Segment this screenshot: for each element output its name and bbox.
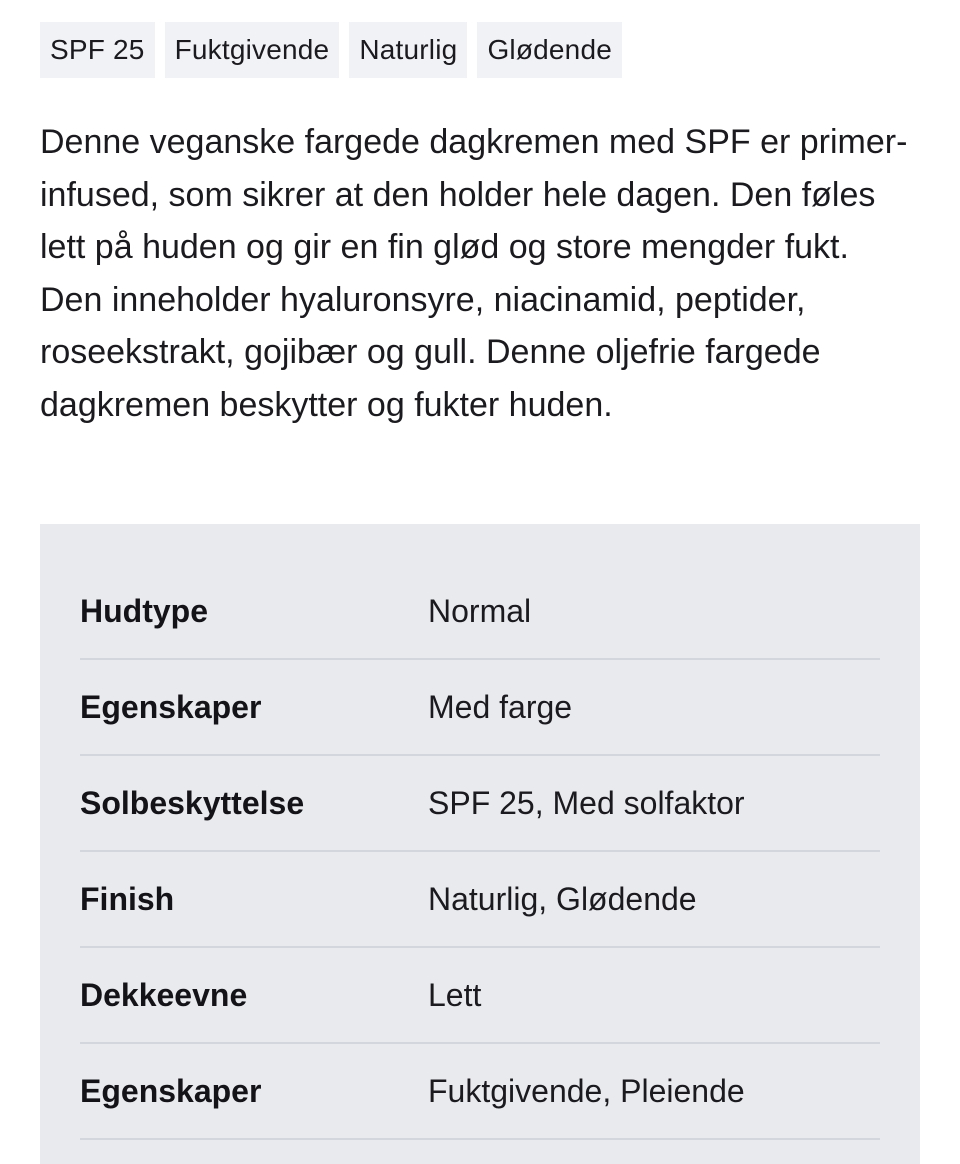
attribute-label: Egenskaper [80,688,262,725]
tag-natural[interactable]: Naturlig [349,22,467,78]
attributes-table [80,564,880,1140]
attribute-row [80,948,880,1044]
attribute-value: SPF 25, Med solfaktor [428,784,745,821]
attribute-value: Naturlig, Glødende [428,880,697,917]
product-attributes-panel [40,524,920,1164]
attribute-value: Med farge [428,688,573,725]
product-description: Denne veganske fargede dagkremen med SPF er primer-infused, som sikrer at den holder hele dagen. Den føles lett på huden og gir en fin glød og store mengder fukt. Den inneholder hyaluronsyre, niacinamid, peptider, roseekstrakt, gojibær og gull. Denne oljefrie fargede dagkremen beskytter og fukter huden. [40,123,908,424]
attribute-value: Lett [428,976,482,1013]
attribute-label: Finish [80,880,175,917]
attribute-row [80,1044,880,1140]
attribute-label: Egenskaper [80,1072,262,1109]
attribute-label: Hudtype [80,592,208,629]
attribute-label: Solbeskyttelse [80,784,305,821]
attribute-row [80,852,880,948]
product-tags [40,22,622,78]
attribute-row [80,756,880,852]
attribute-label: Dekkeevne [80,976,248,1013]
tag-spf[interactable]: SPF 25 [40,22,155,78]
tag-moisturizing[interactable]: Fuktgivende [165,22,340,78]
attribute-value: Normal [428,592,532,629]
tag-glowing[interactable]: Glødende [477,22,622,78]
attribute-row [80,660,880,756]
attribute-value: Fuktgivende, Pleiende [428,1072,745,1109]
attribute-row [80,564,880,660]
